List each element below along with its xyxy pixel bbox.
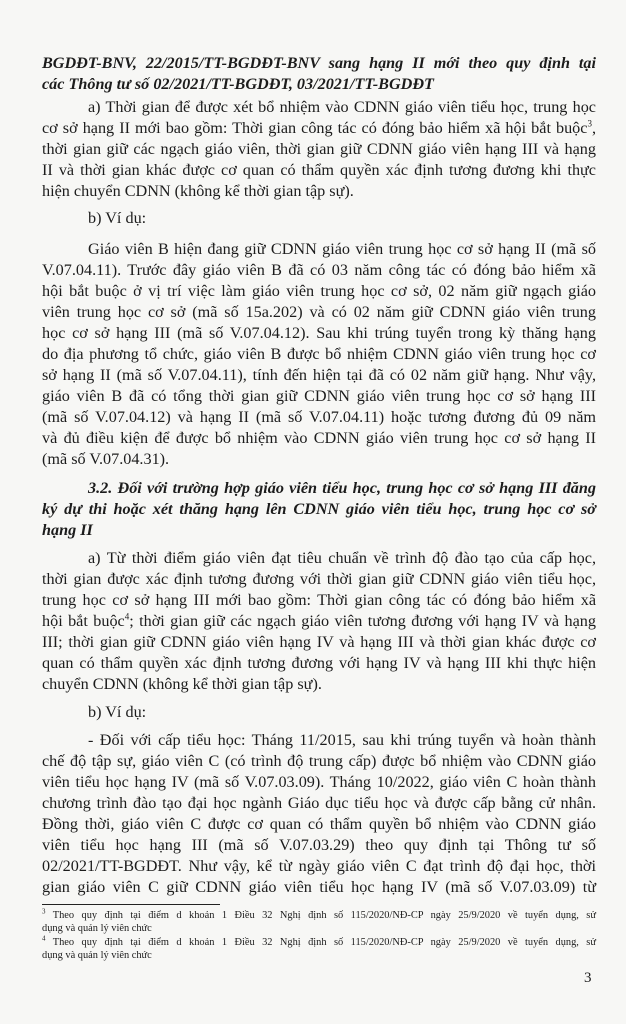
footnote-text: Theo quy định tại điểm d khoản 1 Điều 32 Nghị định số 115/2020/NĐ-CP ngày 25/9/2020 về tuyển dụng, sử — [52, 910, 596, 921]
paragraph-b-label: b) Ví dụ: — [88, 209, 147, 227]
page-number: 3 — [584, 970, 592, 986]
example-line: viên tiểu học hạng III (mã số V.07.03.29) theo quy định tại Thông tư số — [42, 836, 596, 854]
footnote-text: Theo quy định tại điểm d khoản 1 Điều 32 Nghị định số 115/2020/NĐ-CP ngày 25/9/2020 về tuyển dụng, sử — [52, 937, 596, 948]
example-line: V.07.04.11). Trước đây giáo viên B đã có 03 năm công tác có đóng bảo hiểm xã — [42, 261, 596, 279]
example-line: sở hạng II (mã số V.07.04.11), tính đến hiện tại đã có 02 năm giữ hạng. Như vậy, — [42, 366, 596, 384]
example-line: Đồng thời, giáo viên C được cơ quan có thẩm quyền bổ nhiệm vào CDNN giáo — [42, 815, 596, 833]
example-line: 02/2021/TT-BGDĐT. Như vậy, kể từ ngày giáo viên C đạt trình độ đại học, thời — [42, 857, 596, 875]
section-3-2-heading-line: hạng II — [42, 521, 93, 539]
example-line: do địa phương tổ chức, giáo viên B được bổ nhiệm CDNN giáo viên trung học cơ — [42, 345, 596, 363]
example-line: hội bắt buộc ở vị trí việc làm giáo viên trung học cơ sở, 02 năm giữ ngạch giáo — [42, 282, 596, 300]
example-line: (mã số V.07.04.31). — [42, 450, 170, 468]
paragraph-text: hội bắt buộc — [42, 612, 125, 630]
paragraph-a-line: hiện chuyển CDNN (không kể thời gian tập sự). — [42, 182, 354, 200]
footnote-ref-3[interactable]: 3 — [587, 118, 592, 129]
example-line: viên tiểu học hạng IV (mã số V.07.03.09). Tháng 10/2022, giáo viên C hoàn thành — [42, 773, 596, 791]
footnote-number: 4 — [42, 934, 46, 943]
heading-continuation-line: các Thông tư số 02/2021/TT-BGDĐT, 03/2021/TT-BGDĐT — [42, 75, 434, 93]
paragraph-a-line: thời gian giữ các ngạch giáo viên, thời gian giữ CDNN giáo viên hạng III và hạng — [42, 140, 596, 158]
heading-continuation-line: BGDĐT-BNV, 22/2015/TT-BGDĐT-BNV sang hạng II mới theo quy định tại — [42, 54, 596, 72]
paragraph-b-label: b) Ví dụ: — [88, 703, 147, 721]
footnote-number: 3 — [42, 907, 46, 916]
example-line: chế độ tập sự, giáo viên C (có trình độ trung cấp) được bổ nhiệm vào CDNN giáo — [42, 752, 596, 770]
example-line: - Đối với cấp tiểu học: Tháng 11/2015, sau khi trúng tuyển và hoàn thành — [88, 731, 596, 749]
paragraph-a-line: II và thời gian khác được cơ quan có thẩm quyền xác định tương đương khi thực — [42, 161, 596, 179]
paragraph-text: , — [591, 119, 596, 137]
example-line: chương trình đào tạo đại học ngành Giáo dục tiểu học và được cấp bằng cử nhân. — [42, 794, 596, 812]
paragraph-a-line: thời gian được xác định tương đương với thời gian giữ CDNN giáo viên tiểu học, — [42, 570, 596, 588]
paragraph-a-line: a) Từ thời điểm giáo viên đạt tiêu chuẩn về trình độ đào tạo của cấp học, — [88, 549, 596, 567]
paragraph-a-line — [42, 611, 596, 632]
paragraph-a-line: quan có thẩm quyền xác định tương đương với hạng IV và hạng III khi thực hiện — [42, 654, 596, 672]
section-3-2-heading-line: 3.2. Đối với trường hợp giáo viên tiểu học, trung học cơ sở hạng III đăng — [88, 479, 596, 497]
paragraph-a-line: III; thời gian giữ CDNN giáo viên hạng IV và hạng III và thời gian khác được cơ — [42, 633, 596, 651]
footnote-4-continuation: dụng và quản lý viên chức — [42, 950, 152, 961]
footnote-3 — [42, 909, 596, 923]
paragraph-text: ; thời gian giữ các ngạch giáo viên tương đương với hạng IV và hạng — [129, 612, 596, 630]
example-line: học cơ sở hạng III (mã số V.07.04.12). Sau khi trúng tuyển trong kỳ thăng hạng — [42, 324, 596, 342]
footnote-ref-4[interactable]: 4 — [124, 611, 130, 622]
paragraph-a-line: trung học cơ sở hạng III mới bao gồm: Thời gian công tác có đóng bảo hiểm xã — [42, 591, 596, 609]
paragraph-a-line: chuyển CDNN (không kể thời gian tập sự). — [42, 675, 322, 693]
paragraph-a-line — [42, 118, 596, 139]
footnote-4 — [42, 936, 596, 950]
example-line: Giáo viên B hiện đang giữ CDNN giáo viên trung học cơ sở hạng II (mã số — [88, 240, 596, 258]
example-line: gian giáo viên C giữ CDNN giáo viên tiểu học hạng IV (mã số V.07.03.09) từ — [42, 878, 596, 896]
footnote-3-continuation: dụng và quản lý viên chức — [42, 923, 152, 934]
section-3-2-heading-line: ký dự thi hoặc xét thăng hạng lên CDNN giáo viên tiểu học, trung học cơ sở — [42, 500, 596, 518]
footnote-separator — [42, 904, 220, 905]
example-line: viên trung học cơ sở (mã số 15a.202) và có 02 năm giữ CDNN giáo viên trung — [42, 303, 596, 321]
example-line: giáo viên B đã có tổng thời gian giữ CDNN giáo viên trung học cơ sở hạng III — [42, 387, 596, 405]
example-line: và đủ điều kiện để được bổ nhiệm vào CDNN giáo viên trung học cơ sở hạng II — [42, 429, 596, 447]
paragraph-text: cơ sở hạng II mới bao gồm: Thời gian công tác có đóng bảo hiểm xã hội bắt buộc — [42, 119, 588, 137]
example-line: (mã số V.07.04.12) và hạng II (mã số V.07.04.11) hoặc tương đương đủ 09 năm — [42, 408, 596, 426]
paragraph-a-line: a) Thời gian để được xét bổ nhiệm vào CDNN giáo viên tiểu học, trung học — [88, 98, 596, 116]
